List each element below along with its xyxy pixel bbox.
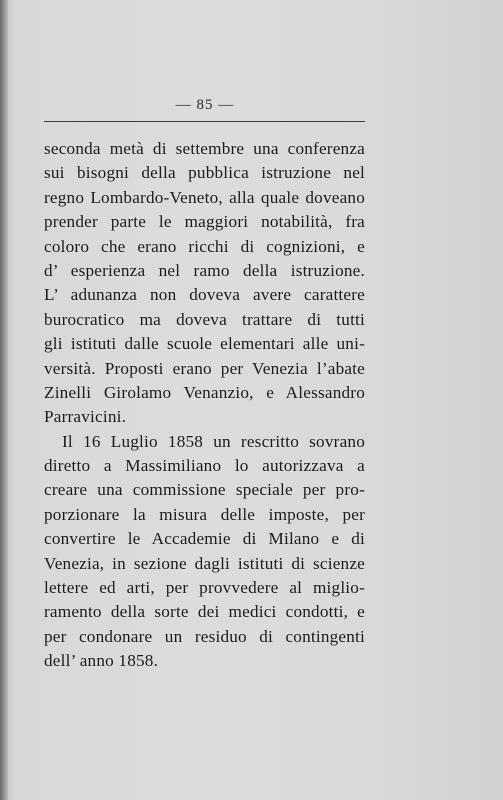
text-line: Il 16 Luglio 1858 un rescritto sovrano xyxy=(62,431,365,451)
text-line: convertire le Accademie di Milano e di xyxy=(44,529,365,549)
text-line: dell’ anno 1858. xyxy=(44,651,159,671)
text-line: ramento della sorte dei medici condotti, e xyxy=(44,602,365,622)
text-line: coloro che erano ricchi di cognizioni, e xyxy=(44,236,365,256)
page-binding-edge xyxy=(0,0,8,800)
text-line: diretto a Massimiliano lo autorizzava a xyxy=(44,456,365,476)
text-line: Zinelli Girolamo Venanzio, e Alessandro xyxy=(44,382,365,402)
text-line: lettere ed arti, per provvedere al miglio- xyxy=(44,578,365,598)
text-line: burocratico ma doveva trattare di tutti xyxy=(44,309,365,329)
text-line: seconda metà di settembre una conferenza xyxy=(44,139,365,158)
text-line: versità. Proposti erano per Venezia l’abate xyxy=(44,358,365,378)
header-rule xyxy=(44,121,365,122)
text-line: sui bisogni della pubblica istruzione nel xyxy=(44,163,365,183)
text-line: regno Lombardo-Veneto, alla quale doveano xyxy=(44,187,365,207)
text-line: d’ esperienza nel ramo della istruzione. xyxy=(44,260,365,280)
text-line: Venezia, in sezione dagli istituti di scienze xyxy=(44,553,365,573)
page-number: — 85 — xyxy=(175,97,235,113)
text-line: Parravicini. xyxy=(44,407,127,427)
body-text xyxy=(44,137,365,674)
text-line: L’ adunanza non doveva avere carattere xyxy=(44,285,365,305)
text-line: porzionare la misura delle imposte, per xyxy=(44,504,365,524)
text-line: per condonare un residuo di contingenti xyxy=(44,626,365,646)
text-line: creare una commissione speciale per pro- xyxy=(44,480,365,500)
text-line: prender parte le maggiori notabilità, fra xyxy=(44,212,365,232)
text-line: gli istituti dalle scuole elementari alle uni- xyxy=(44,334,365,354)
